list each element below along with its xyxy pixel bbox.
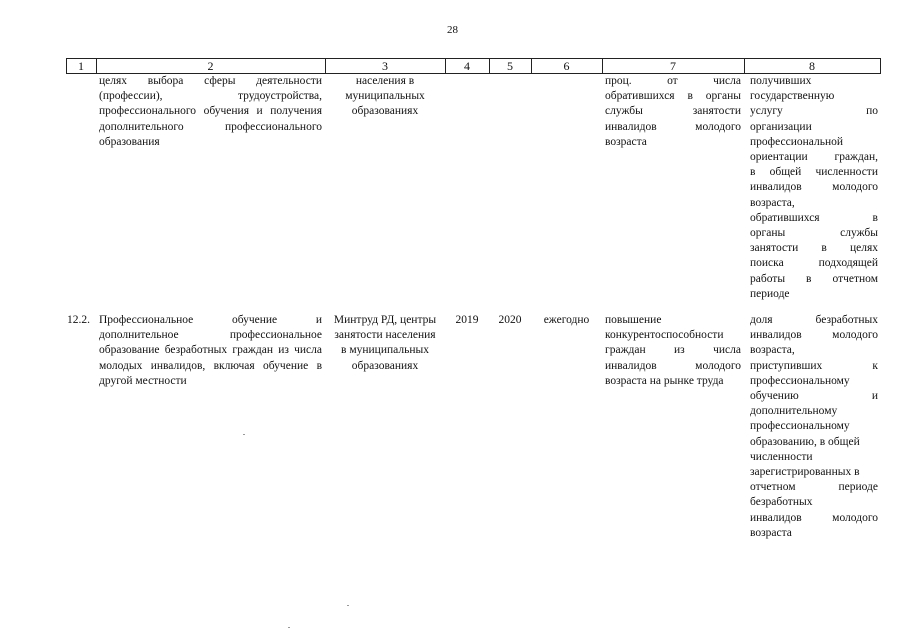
header-col-7: 7: [670, 59, 676, 73]
header-col-5: 5: [507, 59, 513, 73]
header-col-4: 4: [464, 59, 470, 73]
indicator-line: профессиональному: [750, 374, 850, 387]
row-end-year: 2020: [498, 314, 522, 326]
row-description: Профессиональное обучение и дополнительное профессиональное образование безработных граждан из числа молодых инвалидов, включая обучение в другой местности: [99, 314, 322, 387]
continued-row-result: проц. от числа обратившихся в органы службы занятости инвалидов молодого возраста: [605, 75, 741, 148]
indicator-line: услугу по: [750, 105, 878, 118]
indicator-line: возраста: [750, 526, 792, 539]
indicator-line: возраста,: [750, 196, 795, 209]
row-executors: Минтруд РД, центры занятости населения в муниципальных образованиях: [333, 314, 437, 372]
indicator-line: организации: [750, 120, 812, 133]
indicator-line: зарегистрированных в: [750, 466, 860, 479]
indicator-line: инвалидов молодого: [750, 511, 878, 524]
indicator-line: образованию, в общей: [750, 435, 860, 448]
header-col-6: 6: [563, 59, 570, 73]
indicator-line: занятости в целях: [750, 242, 878, 255]
indicator-line: инвалидов молодого: [750, 329, 878, 342]
col-divider-right: [880, 58, 881, 74]
row-start-year: 2019: [455, 314, 479, 326]
row-result: повышение конкурентоспособности граждан из числа инвалидов молодого возраста на рынке труда: [605, 314, 741, 387]
header-col-8: 8: [809, 59, 815, 73]
row-number: 12.2.: [67, 314, 90, 326]
indicator-line: органы службы: [750, 227, 878, 240]
continued-row-executors: населения в муниципальных образованиях: [345, 75, 425, 118]
indicator-line: профессиональной: [750, 135, 844, 148]
indicator-line: работы в отчетном: [750, 272, 878, 285]
header-col-3: 3: [382, 59, 388, 73]
indicator-line: приступивших к: [750, 359, 878, 372]
indicator-line: обучению и: [750, 390, 878, 403]
indicator-line: в общей численности: [750, 166, 878, 179]
indicator-line: обратившихся в: [750, 211, 878, 224]
indicator-line: численности: [750, 450, 813, 463]
scan-speck: [288, 627, 290, 628]
header-col-1: 1: [78, 59, 84, 73]
indicator-line: доля безработных: [750, 314, 878, 326]
indicator-line: получивших: [750, 75, 812, 87]
continued-row-indicator: [750, 74, 878, 302]
indicator-line: возраста,: [750, 344, 795, 357]
indicator-line: государственную: [750, 90, 835, 103]
page-number: 28: [447, 24, 458, 36]
indicator-line: дополнительному: [750, 405, 838, 418]
continued-row-description: целях выбора сферы деятельности (профессии), трудоустройства, профессионального обучения и получения дополнительного профессионального образования: [99, 75, 322, 148]
row-frequency: ежегодно: [543, 314, 590, 326]
indicator-line: отчетном периоде: [750, 481, 878, 494]
row-indicator: [750, 313, 878, 541]
indicator-line: инвалидов молодого: [750, 181, 878, 194]
indicator-line: безработных: [750, 496, 813, 509]
scan-speck: [347, 605, 349, 606]
indicator-line: периоде: [750, 287, 790, 300]
indicator-line: ориентации граждан,: [750, 151, 878, 164]
scan-speck: [243, 434, 245, 435]
indicator-line: поиска подходящей: [750, 257, 878, 270]
header-col-2: 2: [207, 59, 214, 73]
indicator-line: профессиональному: [750, 420, 850, 433]
